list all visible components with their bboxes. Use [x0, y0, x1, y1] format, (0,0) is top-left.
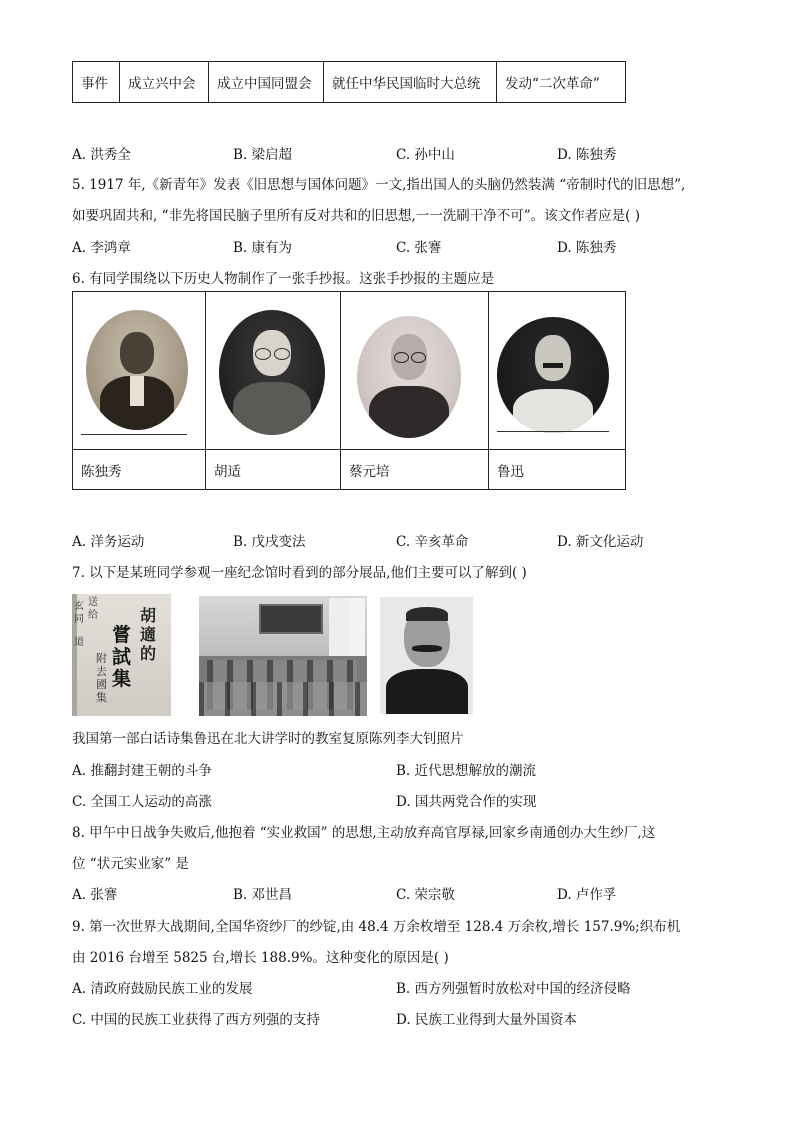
- q7-option-c: C. 全国工人运动的高涨: [72, 794, 212, 810]
- q4-option-d: D. 陈独秀: [557, 147, 617, 163]
- q7-caption: 我国第一部白话诗集鲁迅在北大讲学时的教室复原陈列李大钊照片: [72, 731, 464, 747]
- classroom-image: [199, 596, 367, 716]
- table-cell: 成立兴中会: [120, 62, 209, 103]
- portrait-cell: [206, 292, 341, 449]
- table-row: [73, 62, 626, 103]
- q9-option-c: C. 中国的民族工业获得了西方列强的支持: [72, 1012, 320, 1028]
- q8-stem-line1: 8. 甲午中日战争失败后,他抱着 “实业救国” 的思想,主动放弃高官厚禄,回家乡南通创办大生纱厂,这: [72, 825, 656, 841]
- portrait-cai-yuanpei: [357, 316, 461, 438]
- portrait-cell: [73, 292, 206, 449]
- q7-option-d: D. 国共两党合作的实现: [396, 794, 537, 810]
- table-cell: 成立中国同盟会: [209, 62, 324, 103]
- q4-option-a: A. 洪秀全: [72, 147, 131, 163]
- q7-stem: 7. 以下是某班同学参观一座纪念馆时看到的部分展品,他们主要可以了解到( ): [72, 565, 527, 581]
- book-text: 去: [96, 665, 107, 678]
- q9-stem-line1: 9. 第一次世界大战期间,全国华资纱厂的纱锭,由 48.4 万余枚增至 128.4 万余枚,增长 157.9%;织布机: [72, 919, 681, 935]
- q5-option-d: D. 陈独秀: [557, 240, 617, 256]
- q5-stem-line2: 如要巩固共和, “非先将国民脑子里所有反对共和的旧思想,一一洗刷干净不可”。该文作者应是( ): [72, 208, 641, 224]
- portrait-name: 鲁迅: [489, 449, 625, 490]
- book-text: 送: [88, 597, 98, 608]
- q8-option-d: D. 卢作孚: [557, 887, 617, 903]
- q9-stem-line2: 由 2016 台增至 5825 台,增长 188.9%。这种变化的原因是( ): [72, 950, 449, 966]
- q5-option-b: B. 康有为: [233, 240, 293, 256]
- q4-option-b: B. 梁启超: [233, 147, 293, 163]
- q8-option-b: B. 邓世昌: [233, 887, 293, 903]
- q6-option-d: D. 新文化运动: [557, 534, 644, 550]
- q7-option-a: A. 推翻封建王朝的斗争: [72, 763, 212, 779]
- q9-option-d: D. 民族工业得到大量外国资本: [396, 1012, 577, 1028]
- book-text: 同: [74, 614, 84, 625]
- q8-option-c: C. 荣宗敬: [396, 887, 455, 903]
- book-text: 集: [96, 691, 107, 704]
- portrait-name: 陈独秀: [73, 449, 206, 490]
- book-title: 嘗: [112, 624, 132, 646]
- q8-stem-line2: 位 “状元实业家” 是: [72, 856, 189, 872]
- q6-option-c: C. 辛亥革命: [396, 534, 469, 550]
- q4-option-c: C. 孙中山: [396, 147, 455, 163]
- book-title: 集: [112, 668, 132, 690]
- event-table: [72, 61, 626, 103]
- portrait-name: 蔡元培: [341, 449, 489, 490]
- portrait-hu-shi: [219, 310, 325, 435]
- q7-option-b: B. 近代思想解放的潮流: [396, 763, 537, 779]
- q8-option-a: A. 张謇: [72, 887, 118, 903]
- portrait-lu-xun: [497, 317, 609, 433]
- q6-option-b: B. 戊戌变法: [233, 534, 306, 550]
- book-text: 附: [96, 652, 107, 665]
- book-text: 國: [96, 678, 107, 691]
- q6-option-a: A. 洋务运动: [72, 534, 145, 550]
- table-cell: 发动“二次革命”: [497, 62, 626, 103]
- q9-option-b: B. 西方列强暂时放松对中国的经济侵略: [396, 981, 631, 997]
- portrait-cell: [489, 292, 627, 449]
- book-title: 試: [112, 646, 132, 668]
- q9-option-a: A. 清政府鼓励民族工业的发展: [72, 981, 253, 997]
- book-text: 玄: [74, 601, 84, 612]
- li-dazhao-image: [380, 597, 473, 714]
- portrait-table: [72, 291, 626, 490]
- q5-option-c: C. 张謇: [396, 240, 442, 256]
- portrait-name: 胡适: [206, 449, 341, 490]
- book-text: 道: [74, 637, 84, 648]
- portrait-cell: [341, 292, 489, 449]
- q5-stem-line1: 5. 1917 年,《新青年》发表《旧思想与国体问题》一文,指出国人的头脑仍然装满 “帝制时代的旧思想”,: [72, 177, 686, 193]
- book-author: 適: [140, 625, 157, 644]
- table-cell: 事件: [73, 62, 120, 103]
- q5-option-a: A. 李鸿章: [72, 240, 131, 256]
- portrait-chen-duxiu: [86, 310, 188, 430]
- book-text: 给: [88, 610, 98, 621]
- book-cover-image: [72, 594, 171, 716]
- q6-stem: 6. 有同学围绕以下历史人物制作了一张手抄报。这张手抄报的主题应是: [72, 271, 495, 287]
- book-author: 的: [140, 644, 157, 663]
- book-author: 胡: [140, 606, 157, 625]
- table-cell: 就任中华民国临时大总统: [324, 62, 497, 103]
